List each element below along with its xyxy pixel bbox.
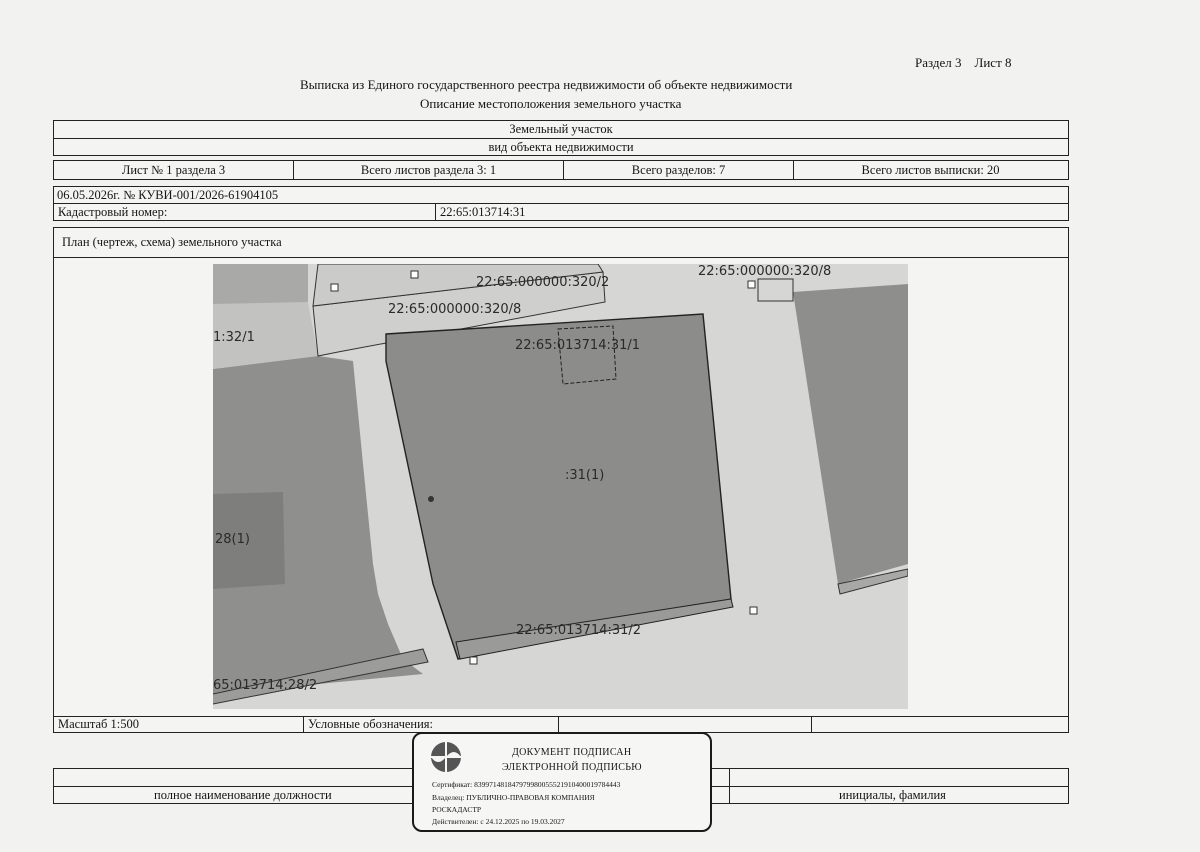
object-type-row [54, 121, 1068, 139]
legend-cell [304, 717, 559, 732]
point-marker [331, 284, 338, 291]
object-type-caption-row [54, 139, 1068, 155]
label-32-1: 1:32/1 [213, 330, 255, 345]
point-dot [428, 496, 434, 502]
total-sections-cell [564, 161, 794, 179]
signature-divider [729, 769, 730, 803]
total-sections: Всего разделов: 7 [631, 162, 726, 177]
point-marker [750, 607, 757, 614]
stamp-certificate: Сертификат: 839971481847979980055521910400019784443 [432, 780, 621, 789]
stamp-owner: Владелец: ПУБЛИЧНО-ПРАВОВАЯ КОМПАНИЯ [432, 793, 595, 802]
total-sheets-section: Всего листов раздела 3: 1 [360, 162, 497, 177]
stamp-validity: Действителен: с 24.12.2025 по 19.03.2027 [432, 817, 565, 826]
date-number-row [54, 187, 1068, 204]
legend-empty-1 [559, 717, 812, 732]
stamp-line1: ДОКУМЕНТ ПОДПИСАН [512, 747, 632, 758]
doc-info-box [53, 186, 1069, 221]
object-type-box [53, 120, 1069, 156]
sheet-number-cell [54, 161, 294, 179]
section-sheet-label: Раздел 3 Лист 8 [915, 55, 1012, 70]
point-marker [748, 281, 755, 288]
label-28: 28(1) [215, 532, 250, 547]
document-title: Выписка из Единого государственного реестра недвижимости об объекте недвижимости [300, 77, 793, 92]
rosreestr-emblem-icon [428, 739, 464, 775]
cadastral-number: 22:65:013714:31 [440, 204, 526, 219]
scale-legend-row [53, 716, 1069, 733]
stamp-line2: ЭЛЕКТРОННОЙ ПОДПИСЬЮ [502, 762, 642, 773]
label-28-2: 65:013714:28/2 [213, 678, 318, 693]
label-320-2: 22:65:000000:320/2 [476, 275, 610, 290]
plan-heading: План (чертеж, схема) земельного участка [62, 235, 282, 249]
label-320-8: 22:65:000000:320/8 [388, 302, 522, 317]
label-31-1: 22:65:013714:31/1 [515, 338, 641, 353]
total-sheets-extract-cell [794, 161, 1067, 179]
plan-heading-row [54, 228, 1068, 258]
electronic-signature-stamp [412, 732, 712, 832]
position-caption: полное наименование должности [154, 788, 332, 802]
label-31: :31(1) [565, 468, 605, 483]
total-sheets-extract: Всего листов выписки: 20 [861, 162, 1000, 177]
stamp-owner-2: РОСКАДАСТР [432, 805, 482, 814]
plan-drawing [213, 264, 908, 709]
point-marker [411, 271, 418, 278]
cadastral-value-cell [436, 204, 1067, 220]
object-type-caption: вид объекта недвижимости [488, 139, 634, 154]
legend-label: Условные обозначения: [308, 717, 434, 731]
scale: Масштаб 1:500 [58, 717, 139, 731]
scale-cell [54, 717, 304, 732]
sheet-number: Лист № 1 раздела 3 [121, 162, 226, 177]
sheet-info-box [53, 160, 1069, 180]
legend-empty-2 [812, 717, 1067, 732]
label-31-2: 22:65:013714:31/2 [516, 623, 642, 638]
cadastral-label-cell [54, 204, 436, 220]
initials-caption: инициалы, фамилия [839, 788, 946, 802]
object-type: Земельный участок [509, 122, 613, 136]
parcel-31-1 [558, 326, 616, 384]
cadastral-map [213, 264, 908, 709]
date-number: 06.05.2026г. № КУВИ-001/2026-61904105 [57, 187, 279, 202]
document-subtitle: Описание местоположения земельного участка [420, 96, 682, 111]
cadastral-label: Кадастровый номер: [58, 204, 168, 219]
parcel-top-left [213, 264, 308, 309]
point-marker [470, 657, 477, 664]
total-sheets-section-cell [294, 161, 564, 179]
label-320-8-right: 22:65:000000:320/8 [698, 264, 832, 279]
